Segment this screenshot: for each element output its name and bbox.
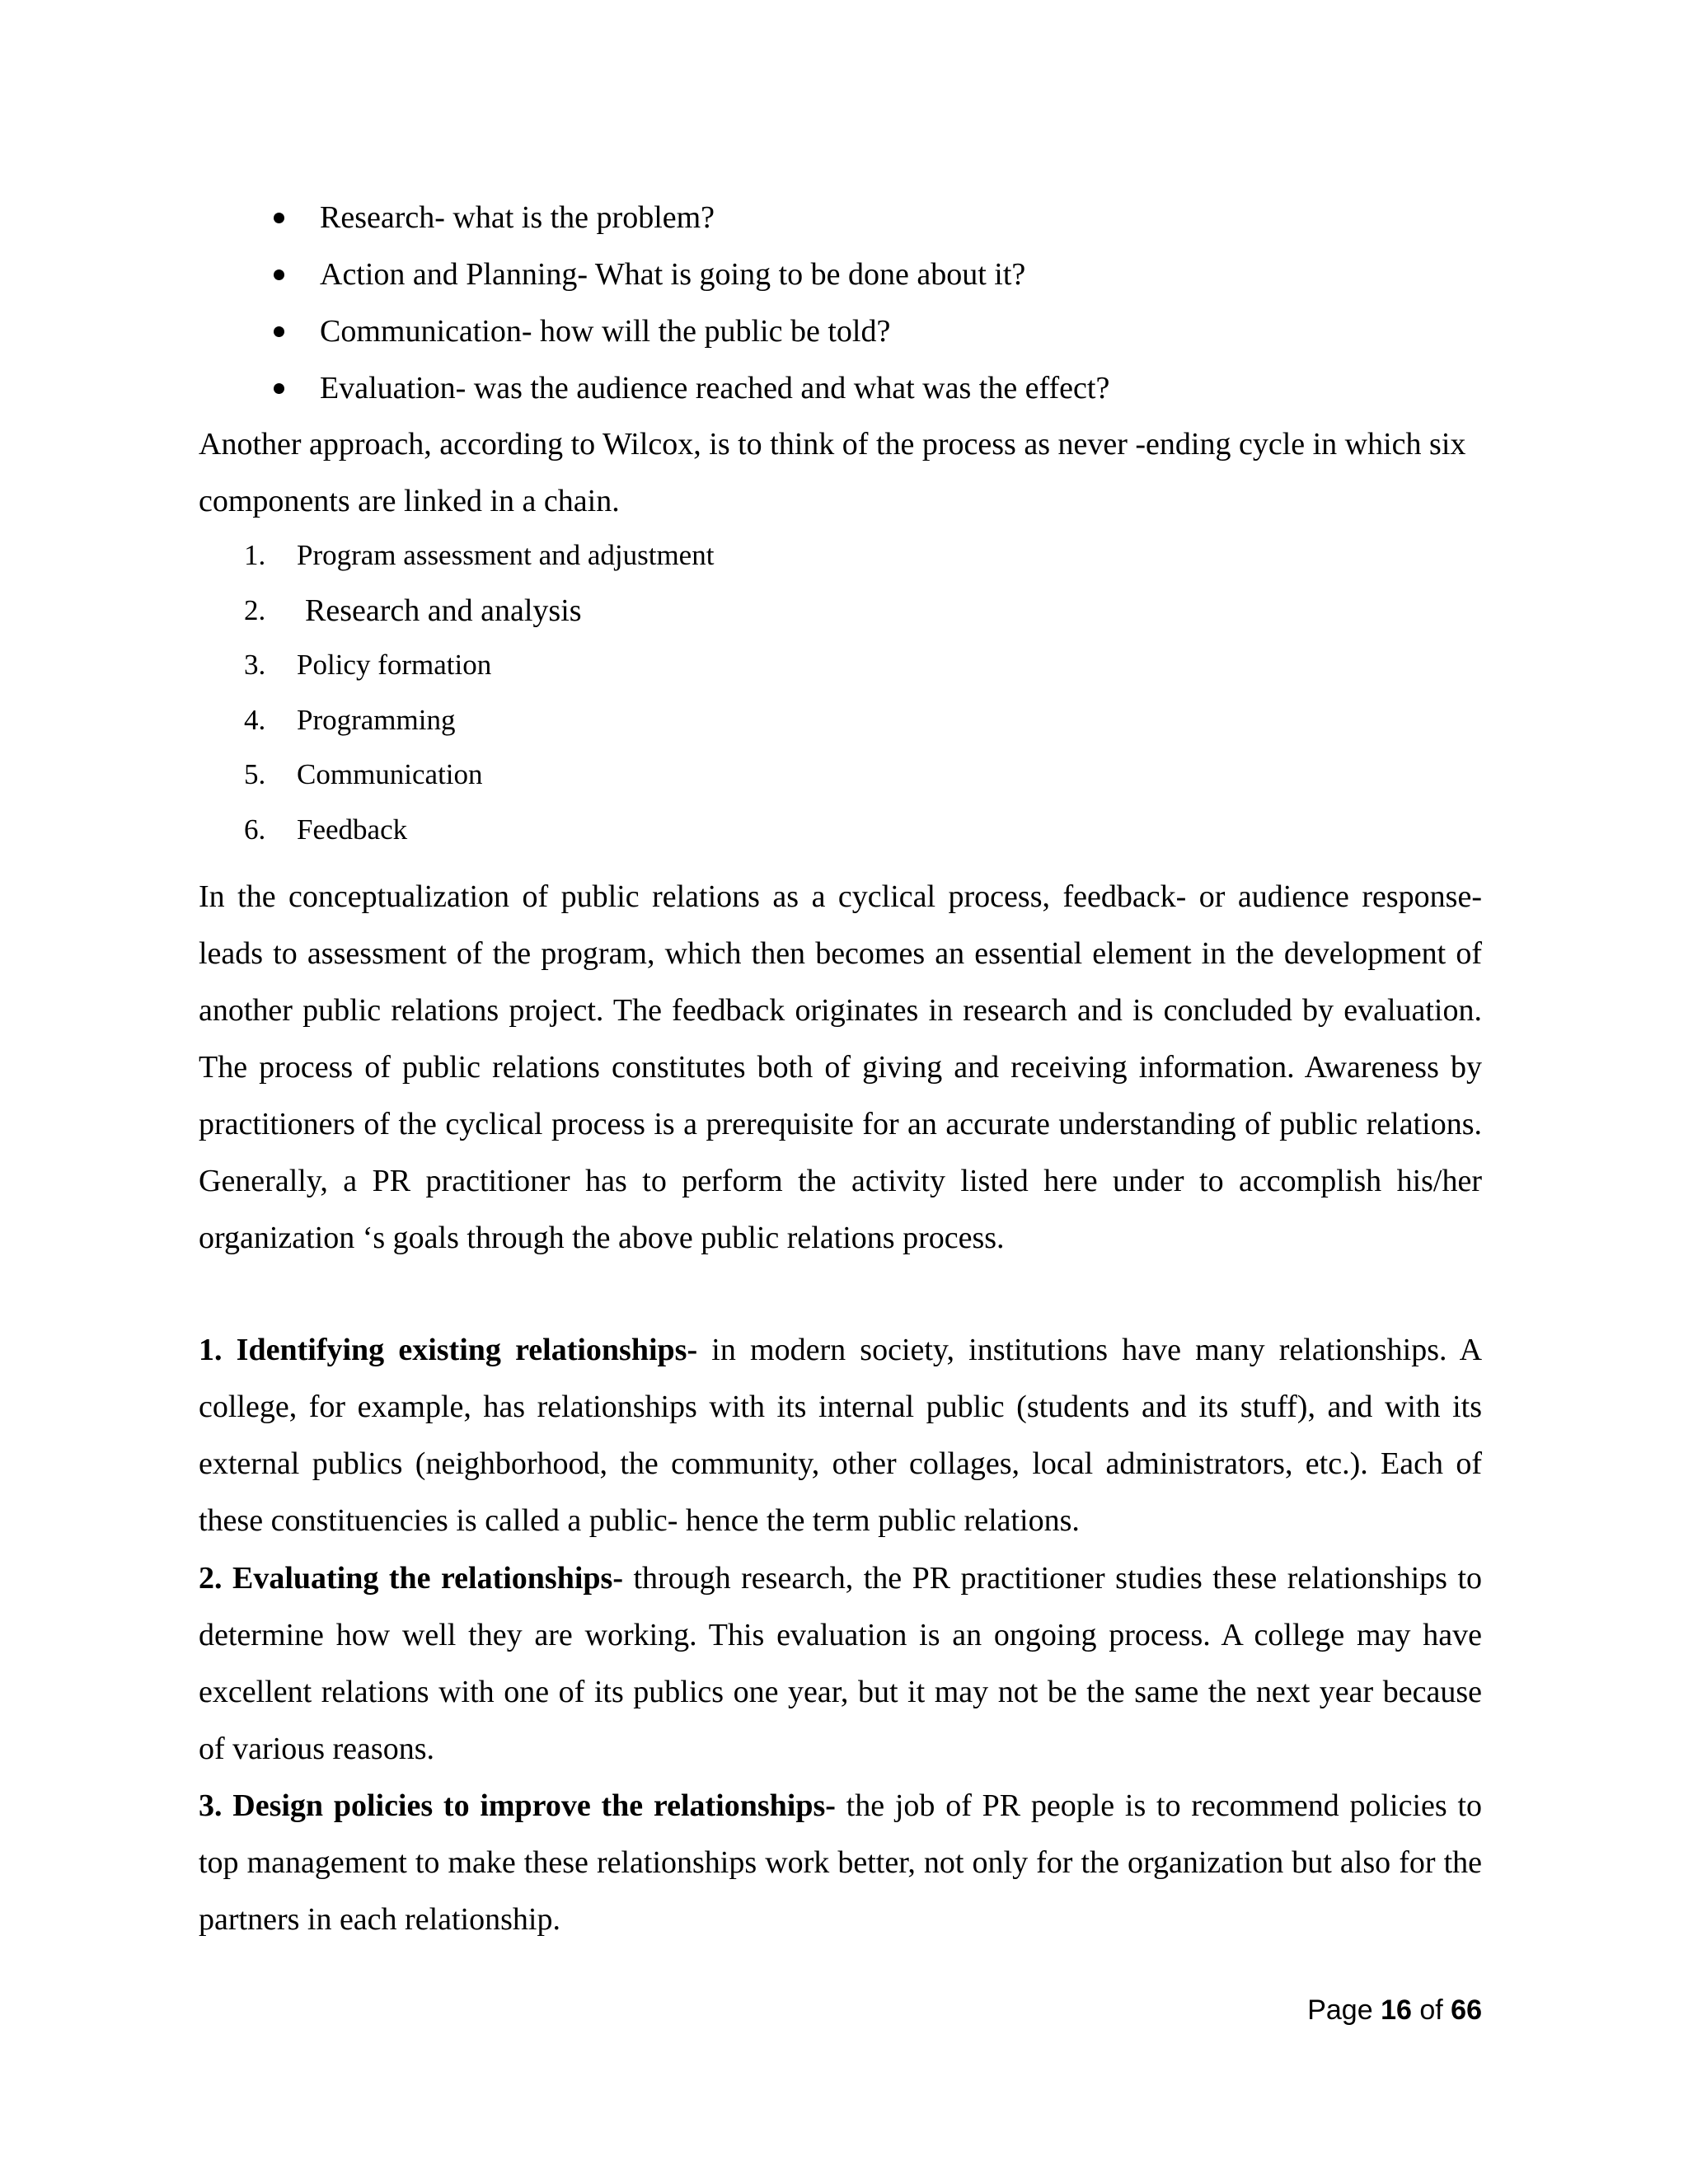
section-body: through research, the PR practitioner studies these relationships to determine how well they are working. This evaluation is an ongoing process. A college may have excellent relations with one of its publics one year, but it may not be the same the next year because of various reasons. (199, 1561, 1482, 1766)
section-heading: 2. Evaluating the relationships- (199, 1561, 623, 1596)
item-number: 1. (244, 539, 266, 571)
item-text: Programming (297, 703, 456, 736)
intro-paragraph: Another approach, according to Wilcox, is to think of the process as never -ending cycle in which six components are linked in a chain. (199, 427, 1466, 518)
page-number-footer (1307, 1994, 1482, 2027)
item-text: Communication (297, 758, 483, 790)
section-heading: 1. Identifying existing relationships- (199, 1333, 698, 1367)
item-text: Research and analysis (305, 593, 582, 628)
of-word: of (1419, 1994, 1443, 2026)
section-design-policies (199, 1778, 1482, 1948)
item-text: Program assessment and adjustment (297, 539, 715, 571)
list-item (244, 530, 714, 585)
bullet-item: Action and Planning- What is going to be done about it? (264, 251, 1109, 307)
cyclical-process-paragraph: In the conceptualization of public relations as a cyclical process, feedback- or audience response- leads to assessment of the program, which then becomes an essential element in the development of another public relations project. The feedback originates in research and is concluded by evaluation. The process of public relations constitutes both of giving and receiving information. Awareness by practitioners of the cyclical process is a prerequisite for an accurate understanding of public relations. Generally, a PR practitioner has to perform the activity listed here under to accomplish his/her organization ‘s goals through the above public relations process. (199, 879, 1482, 1255)
bullet-item: Communication- how will the public be told? (264, 307, 1109, 364)
item-text: Policy formation (297, 649, 492, 681)
components-list (244, 530, 714, 859)
item-number: 6. (244, 813, 266, 846)
list-item (244, 749, 714, 804)
page-word: Page (1307, 1994, 1373, 2026)
total-page-count: 66 (1451, 1994, 1482, 2026)
section-identifying-relationships (199, 1322, 1482, 1549)
list-item (244, 640, 714, 695)
item-number: 4. (244, 703, 266, 736)
section-evaluating-relationships (199, 1550, 1482, 1778)
bullet-item: Evaluation- was the audience reached and what was the effect? (264, 364, 1109, 421)
list-item (244, 695, 714, 750)
item-number: 5. (244, 758, 266, 790)
question-bullet-list (264, 194, 1109, 421)
list-item (244, 585, 714, 640)
section-heading: 3. Design policies to improve the relationships- (199, 1788, 836, 1823)
section-body: in modern society, institutions have many relationships. A college, for example, has relationships with its internal public (students and its stuff), and with its external publics (neighborhood, the community, other collages, local administrators, etc.). Each of these constituencies is called a public- hence the term public relations. (199, 1333, 1483, 1538)
bullet-item: Research- what is the problem? (264, 194, 1109, 251)
item-number: 2. (244, 593, 266, 626)
section-body: the job of PR people is to recommend policies to top management to make these relationships work better, not only for the organization but also for the partners in each relationship. (199, 1788, 1482, 1937)
list-item (244, 804, 714, 860)
item-text: Feedback (297, 813, 408, 846)
item-number: 3. (244, 649, 266, 681)
current-page-number: 16 (1381, 1994, 1412, 2026)
